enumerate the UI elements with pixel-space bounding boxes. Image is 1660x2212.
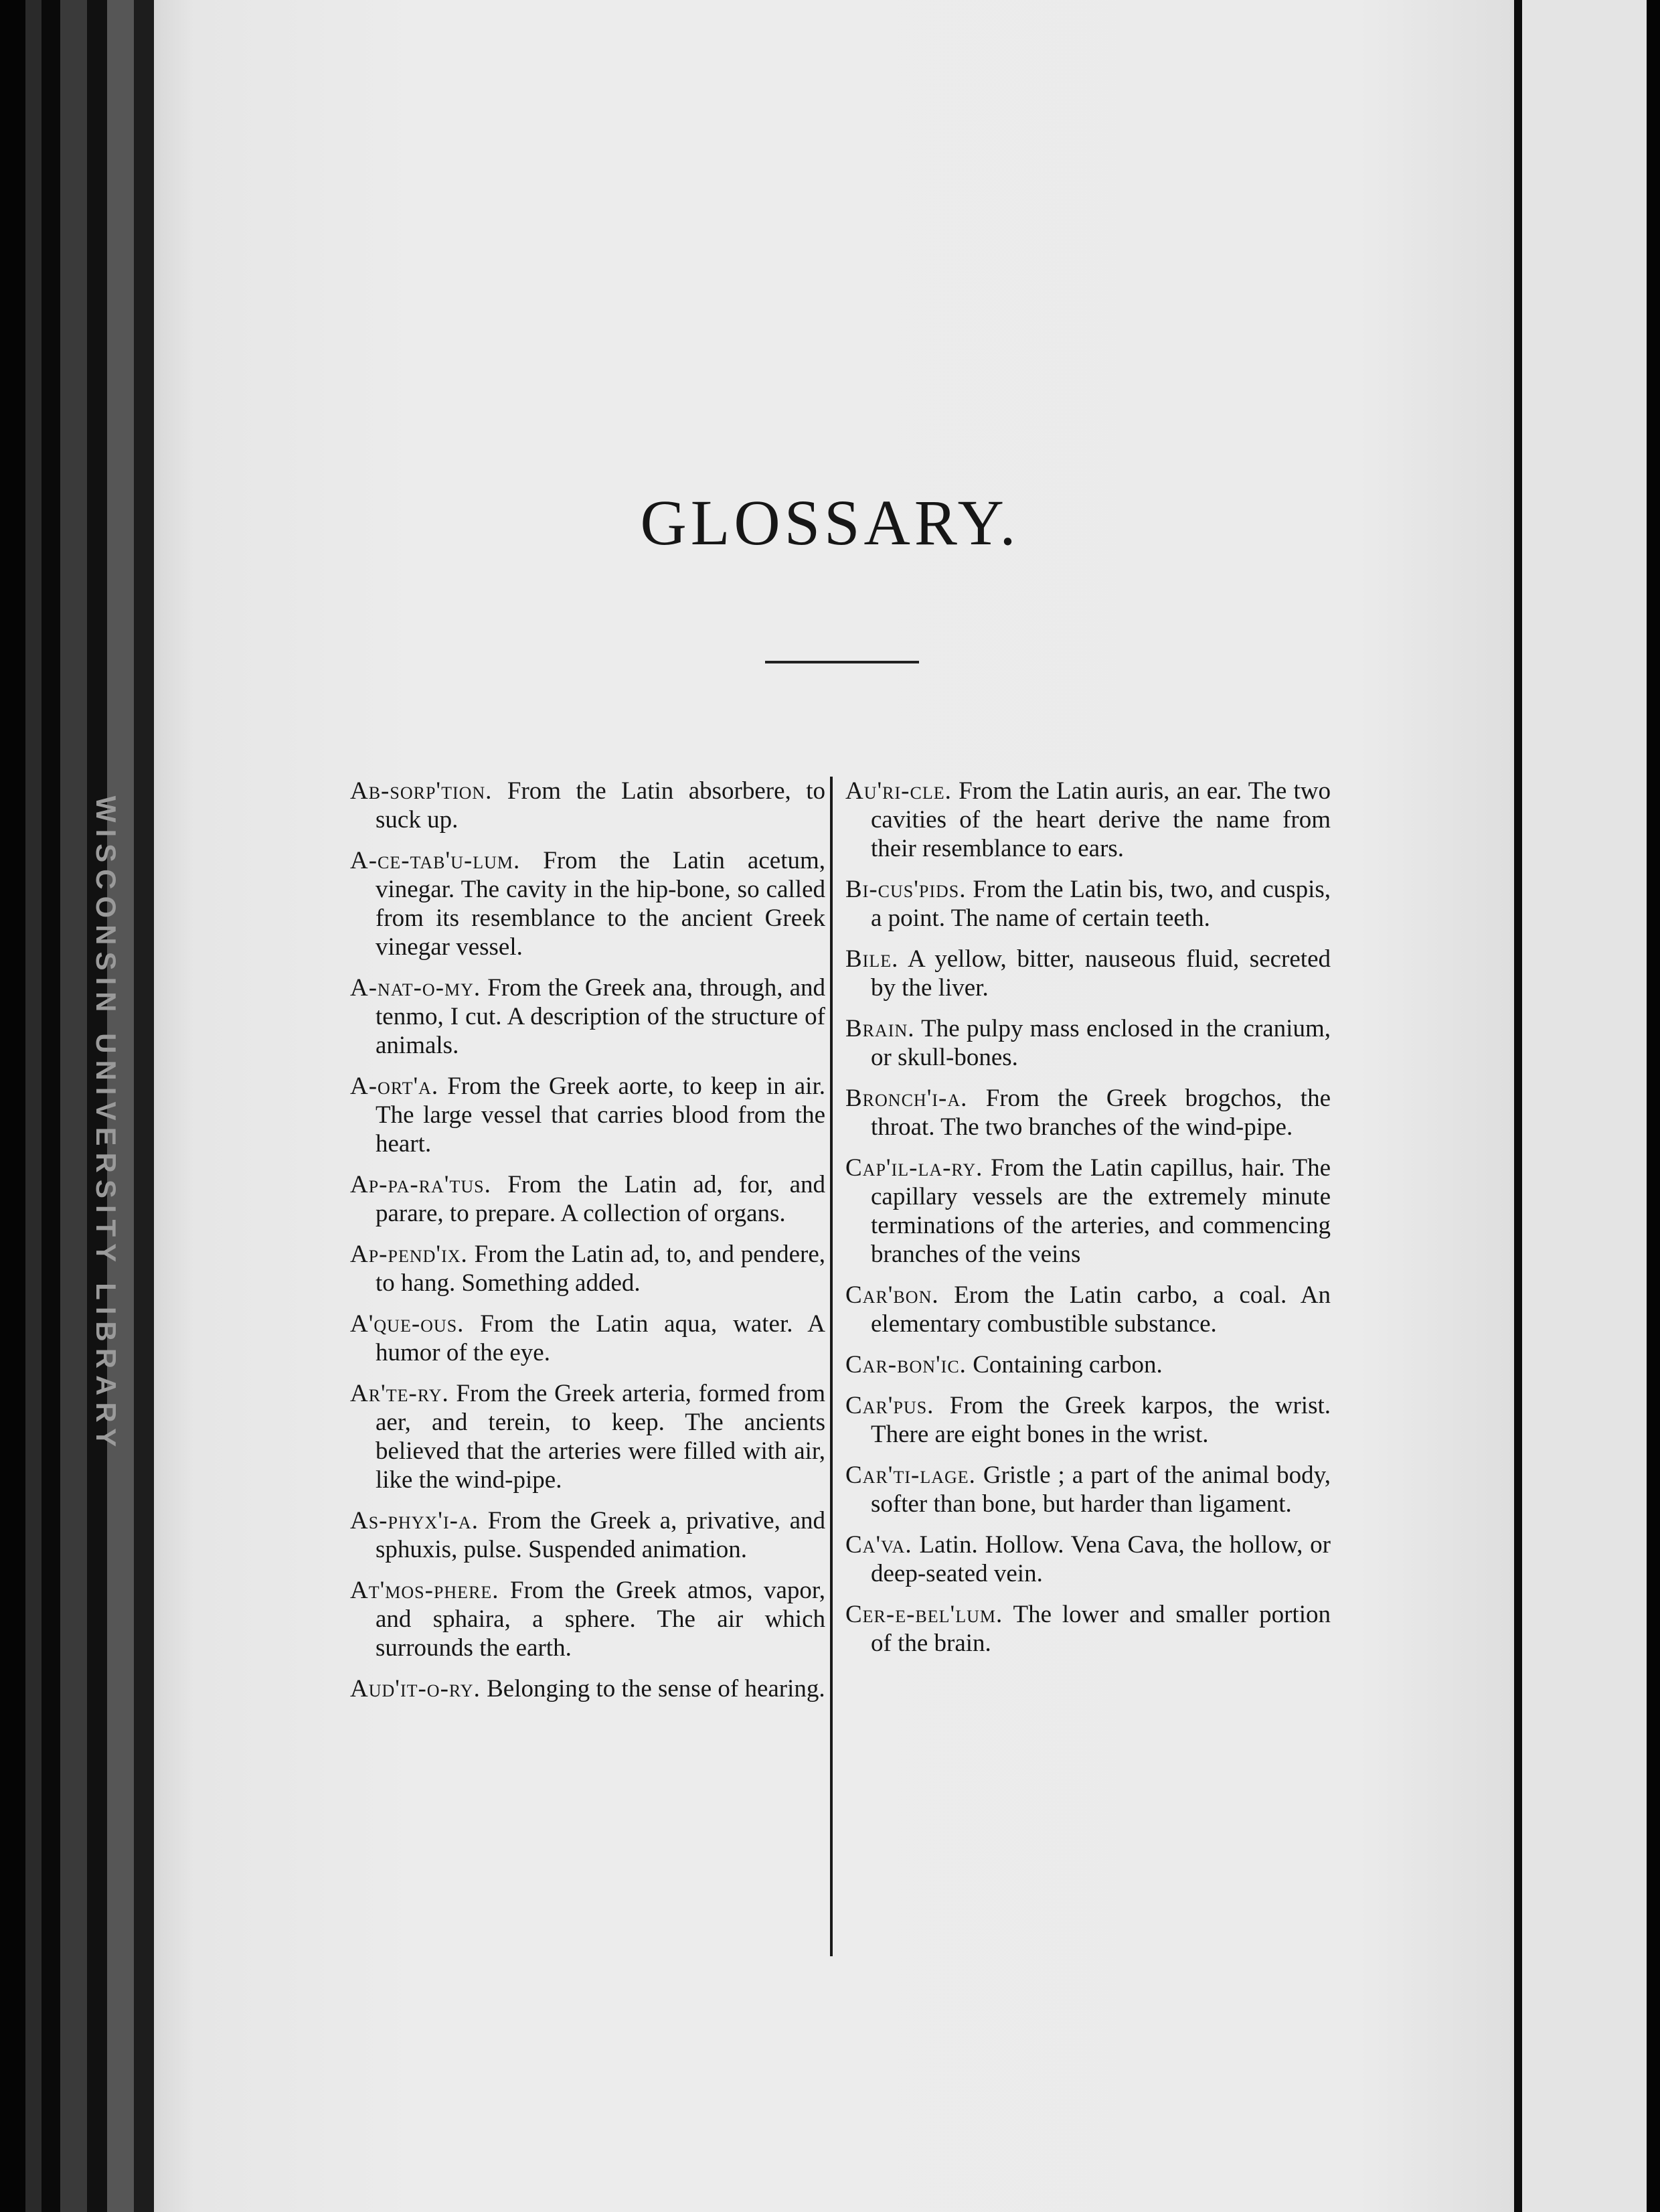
glossary-term: A'que-ous.: [350, 1310, 465, 1338]
glossary-entry: [350, 1170, 825, 1228]
glossary-term: Ar'te-ry.: [350, 1380, 449, 1407]
glossary-entry: [845, 777, 1331, 863]
facing-page-edge: [1647, 0, 1660, 2212]
glossary-entry: [350, 1072, 825, 1158]
glossary-entry: [350, 846, 825, 961]
glossary-entry: [845, 945, 1331, 1002]
facing-page: [1522, 0, 1660, 2212]
glossary-definition: From the Latin acetum, vinegar. The cavity in the hip-bone, so called from its resemblance to the ancient Greek vinegar vessel.: [376, 847, 826, 961]
glossary-term: Ab-sorp'tion.: [350, 777, 493, 805]
glossary-term: Cer-e-bel'lum.: [845, 1601, 1003, 1628]
glossary-definition: From the Latin capillus, hair. The capillary vessels are the extremely minute terminations of the arteries, and commencing branches of the veins: [871, 1154, 1331, 1268]
glossary-entry: [350, 1674, 825, 1703]
glossary-entry: [845, 1084, 1331, 1141]
glossary-definition: From the Greek ana, through, and tenmo, I cut. A description of the structure of animals.: [376, 974, 826, 1059]
spine-label-text: WISCONSIN UNIVERSITY LIBRARY: [90, 795, 122, 1454]
glossary-term: Bronch'i-a.: [845, 1085, 968, 1112]
glossary-definition: Belonging to the sense of hearing.: [487, 1675, 825, 1703]
glossary-entry: [350, 1506, 825, 1564]
glossary-entry: [350, 777, 825, 834]
glossary-entry: [845, 1391, 1331, 1449]
glossary-term: Cap'il-la-ry.: [845, 1154, 983, 1182]
glossary-entry: [350, 973, 825, 1060]
glossary-definition: The lower and smaller portion of the brain.: [871, 1601, 1331, 1657]
book-spine: [0, 0, 154, 2212]
glossary-definition: A yellow, bitter, nauseous fluid, secreted by the liver.: [871, 945, 1331, 1002]
glossary-definition: From the Greek aorte, to keep in air. The large vessel that carries blood from the heart.: [376, 1073, 825, 1158]
glossary-definition: From the Latin ad, for, and parare, to prepare. A collection of organs.: [376, 1171, 825, 1227]
glossary-term: Au'ri-cle.: [845, 777, 952, 805]
glossary-entry: [845, 875, 1331, 933]
glossary-entry: [350, 1240, 825, 1297]
glossary-term: A-nat-o-my.: [350, 974, 481, 1002]
glossary-term: Ap-pa-ra'tus.: [350, 1171, 491, 1198]
glossary-entry: [350, 1379, 825, 1494]
glossary-term: At'mos-phere.: [350, 1577, 499, 1604]
glossary-definition: Gristle ; a part of the animal body, softer than bone, but harder than ligament.: [871, 1462, 1331, 1518]
glossary-definition: From the Greek karpos, the wrist. There are eight bones in the wrist.: [871, 1392, 1331, 1448]
glossary-term: Car'ti-lage.: [845, 1462, 976, 1489]
glossary-entry: [845, 1014, 1331, 1072]
glossary-definition: From the Greek brogchos, the throat. The two branches of the wind-pipe.: [871, 1085, 1331, 1141]
glossary-definition: From the Latin aqua, water. A humor of the eye.: [376, 1310, 825, 1366]
glossary-entry: [845, 1281, 1331, 1338]
glossary-entry: [350, 1576, 825, 1662]
glossary-term: Bi-cus'pids.: [845, 876, 967, 903]
glossary-definition: Containing carbon.: [973, 1351, 1163, 1378]
glossary-entry: [845, 1600, 1331, 1658]
glossary-definition: From the Greek a, privative, and sphuxis, pulse. Suspended animation.: [376, 1507, 825, 1563]
glossary-definition: From the Greek arteria, formed from aer, and terein, to keep. The ancients believed that the arteries were filled with air, like the wind-pipe.: [376, 1380, 825, 1494]
glossary-definition: Erom the Latin carbo, a coal. An elementary combustible substance.: [871, 1281, 1331, 1338]
page-edge: [1514, 0, 1522, 2212]
glossary-term: As-phyx'i-a.: [350, 1507, 479, 1534]
glossary-definition: From the Latin absorbere, to suck up.: [376, 777, 825, 834]
glossary-entry: [845, 1461, 1331, 1518]
glossary-definition: From the Latin auris, an ear. The two cavities of the heart derive the name from their resemblance to ears.: [871, 777, 1331, 862]
glossary-entry: [845, 1530, 1331, 1588]
glossary-term: Ca'va.: [845, 1531, 912, 1559]
page-title: GLOSSARY.: [640, 487, 1020, 558]
glossary-term: Car'bon.: [845, 1281, 939, 1309]
glossary-entry: [845, 1154, 1331, 1269]
glossary-term: Brain.: [845, 1015, 915, 1042]
glossary-term: Car'pus.: [845, 1392, 934, 1419]
glossary-term: Ap-pend'ix.: [350, 1241, 468, 1268]
glossary-term: A-ce-tab'u-lum.: [350, 847, 521, 874]
glossary-definition: Latin. Hollow. Vena Cava, the hollow, or deep-seated vein.: [871, 1531, 1331, 1587]
glossary-entry: [350, 1310, 825, 1367]
glossary-term: A-ort'a.: [350, 1073, 439, 1100]
glossary-right-column: [845, 777, 1331, 1670]
glossary-term: Aud'it-o-ry.: [350, 1675, 481, 1703]
title-rule: [765, 661, 919, 663]
glossary-term: Car-bon'ic.: [845, 1351, 967, 1378]
glossary-definition: The pulpy mass enclosed in the cranium, or skull-bones.: [871, 1015, 1331, 1071]
column-divider: [830, 777, 833, 1956]
spine-label: [86, 757, 126, 1493]
glossary-left-column: [350, 777, 825, 1715]
glossary-entry: [845, 1350, 1331, 1379]
glossary-definition: From the Greek atmos, vapor, and sphaira, a sphere. The air which surrounds the earth.: [376, 1577, 825, 1662]
glossary-definition: From the Latin ad, to, and pendere, to hang. Something added.: [376, 1241, 826, 1297]
glossary-definition: From the Latin bis, two, and cuspis, a point. The name of certain teeth.: [871, 876, 1331, 932]
glossary-term: Bile.: [845, 945, 899, 973]
